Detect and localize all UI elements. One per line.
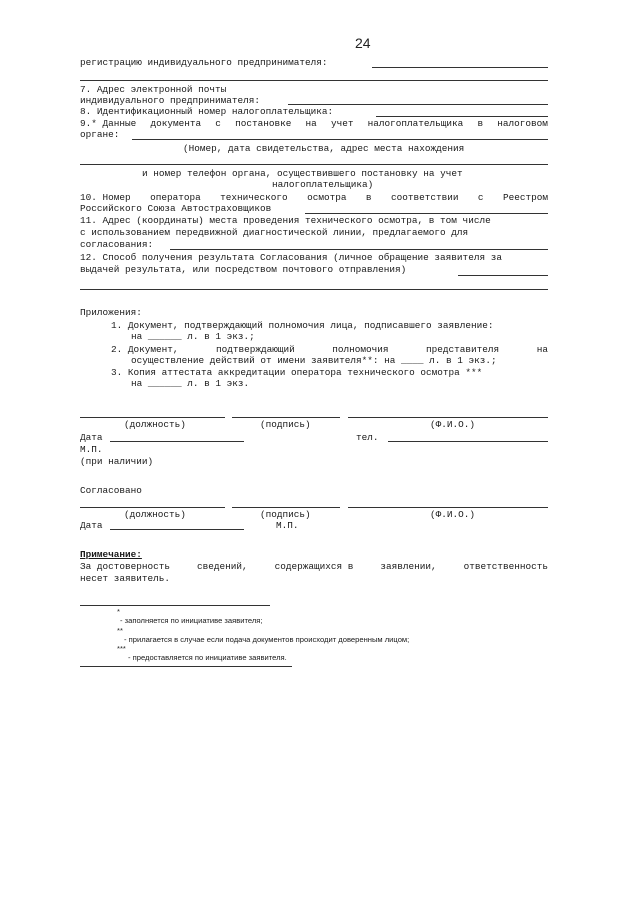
note-title: Примечание: <box>80 549 142 560</box>
page-number: 24 <box>355 35 371 51</box>
item9-hint1: (Номер, дата свидетельства, адрес места нахождения <box>183 143 465 154</box>
footnote-separator-bottom <box>80 666 292 667</box>
registration-field-continued[interactable] <box>80 80 548 81</box>
attachment3-line1: 3. Копия аттестата аккредитации оператора технического осмотра *** <box>111 367 483 378</box>
footnote1-mark: * <box>117 607 120 616</box>
item9-label-line2: органе: <box>80 129 120 140</box>
item11-label-line1: 11. Адрес (координаты) места проведения технического осмотра, в том числе <box>80 215 491 226</box>
phone-field[interactable] <box>388 441 548 442</box>
attachment2-line2: осуществление действий от имени заявителя**: на ____ л. в 1 экз.; <box>131 355 497 366</box>
tax-registration-field[interactable] <box>132 139 548 140</box>
footnote1-text: - заполняется по инициативе заявителя; <box>120 616 263 625</box>
agreed-position-caption: (должность) <box>124 509 186 520</box>
applicant-signature-field[interactable] <box>232 417 340 418</box>
agreed-date-field[interactable] <box>110 529 244 530</box>
item9-label-line1: 9.* Данные документа с постановке на учет налогоплательщика в налоговом <box>80 118 548 129</box>
note-line2: несет заявитель. <box>80 573 171 584</box>
applicant-name-caption: (Ф.И.О.) <box>430 419 476 430</box>
applicant-signature-caption: (подпись) <box>260 419 311 430</box>
result-method-field-continued[interactable] <box>80 289 548 290</box>
attachment1-line2: на ______ л. в 1 экз.; <box>131 331 255 342</box>
registration-label: регистрацию индивидуального предпринимателя: <box>80 57 328 68</box>
applicant-date-field[interactable] <box>110 441 244 442</box>
result-method-field[interactable] <box>458 275 548 276</box>
item9-hint2: и номер телефон органа, осуществившего постановку на учет <box>142 168 463 179</box>
agreed-label: Согласовано <box>80 485 142 496</box>
footnote3-text: - предоставляется по инициативе заявителя. <box>128 653 287 662</box>
item11-label-line3: согласования: <box>80 239 154 250</box>
item10-label-line2: Российского Союза Автостраховщиков <box>80 203 272 214</box>
agreed-date-label: Дата <box>80 520 103 531</box>
stamp-label: М.П. <box>80 444 103 455</box>
stamp-note: (при наличии) <box>80 456 154 467</box>
attachments-title: Приложения: <box>80 307 142 318</box>
item10-label-line1: 10. Номер оператора технического осмотра в соответствии с Реестром <box>80 192 548 203</box>
note-line1: За достоверность сведений, содержащихся в заявлении, ответственность <box>80 561 548 572</box>
agreed-name-caption: (Ф.И.О.) <box>430 509 476 520</box>
attachment3-line2: на ______ л. в 1 экз. <box>131 378 250 389</box>
email-field[interactable] <box>288 104 548 105</box>
attachment1-line1: 1. Документ, подтверждающий полномочия лица, подписавшего заявление: <box>111 320 494 331</box>
item9-hint3: налогоплательщика) <box>272 179 374 190</box>
item12-label-line1: 12. Способ получения результата Согласования (личное обращение заявителя за <box>80 252 502 263</box>
applicant-position-caption: (должность) <box>124 419 186 430</box>
inn-field[interactable] <box>376 116 548 117</box>
inspection-address-field[interactable] <box>170 249 548 250</box>
footnote2-mark: ** <box>117 626 123 635</box>
attachment2-line1: 2. Документ, подтверждающий полномочия представителя на <box>111 344 548 355</box>
item7-label-line2: индивидуального предпринимателя: <box>80 95 261 106</box>
agreed-name-field[interactable] <box>348 507 548 508</box>
agreed-stamp-label: М.П. <box>276 520 299 531</box>
operator-number-field[interactable] <box>305 213 548 214</box>
applicant-name-field[interactable] <box>348 417 548 418</box>
item12-label-line2: выдачей результата, или посредством почтового отправления) <box>80 264 407 275</box>
footnote2-text: - прилагается в случае если подача документов происходит доверенным лицом; <box>124 635 410 644</box>
agreed-signature-field[interactable] <box>232 507 340 508</box>
registration-field[interactable] <box>372 67 548 68</box>
agreed-signature-caption: (подпись) <box>260 509 311 520</box>
item8-label: 8. Идентификационный номер налогоплательщика: <box>80 106 334 117</box>
applicant-date-label: Дата <box>80 432 103 443</box>
agreed-position-field[interactable] <box>80 507 225 508</box>
applicant-position-field[interactable] <box>80 417 225 418</box>
item11-label-line2: с использованием передвижной диагностической линии, предлагаемого для <box>80 227 469 238</box>
footnote3-mark: *** <box>117 644 126 653</box>
tax-registration-field-continued[interactable] <box>80 164 548 165</box>
phone-label: тел. <box>356 432 379 443</box>
item7-label-line1: 7. Адрес электронной почты <box>80 84 227 95</box>
footnote-separator-top <box>80 605 270 606</box>
